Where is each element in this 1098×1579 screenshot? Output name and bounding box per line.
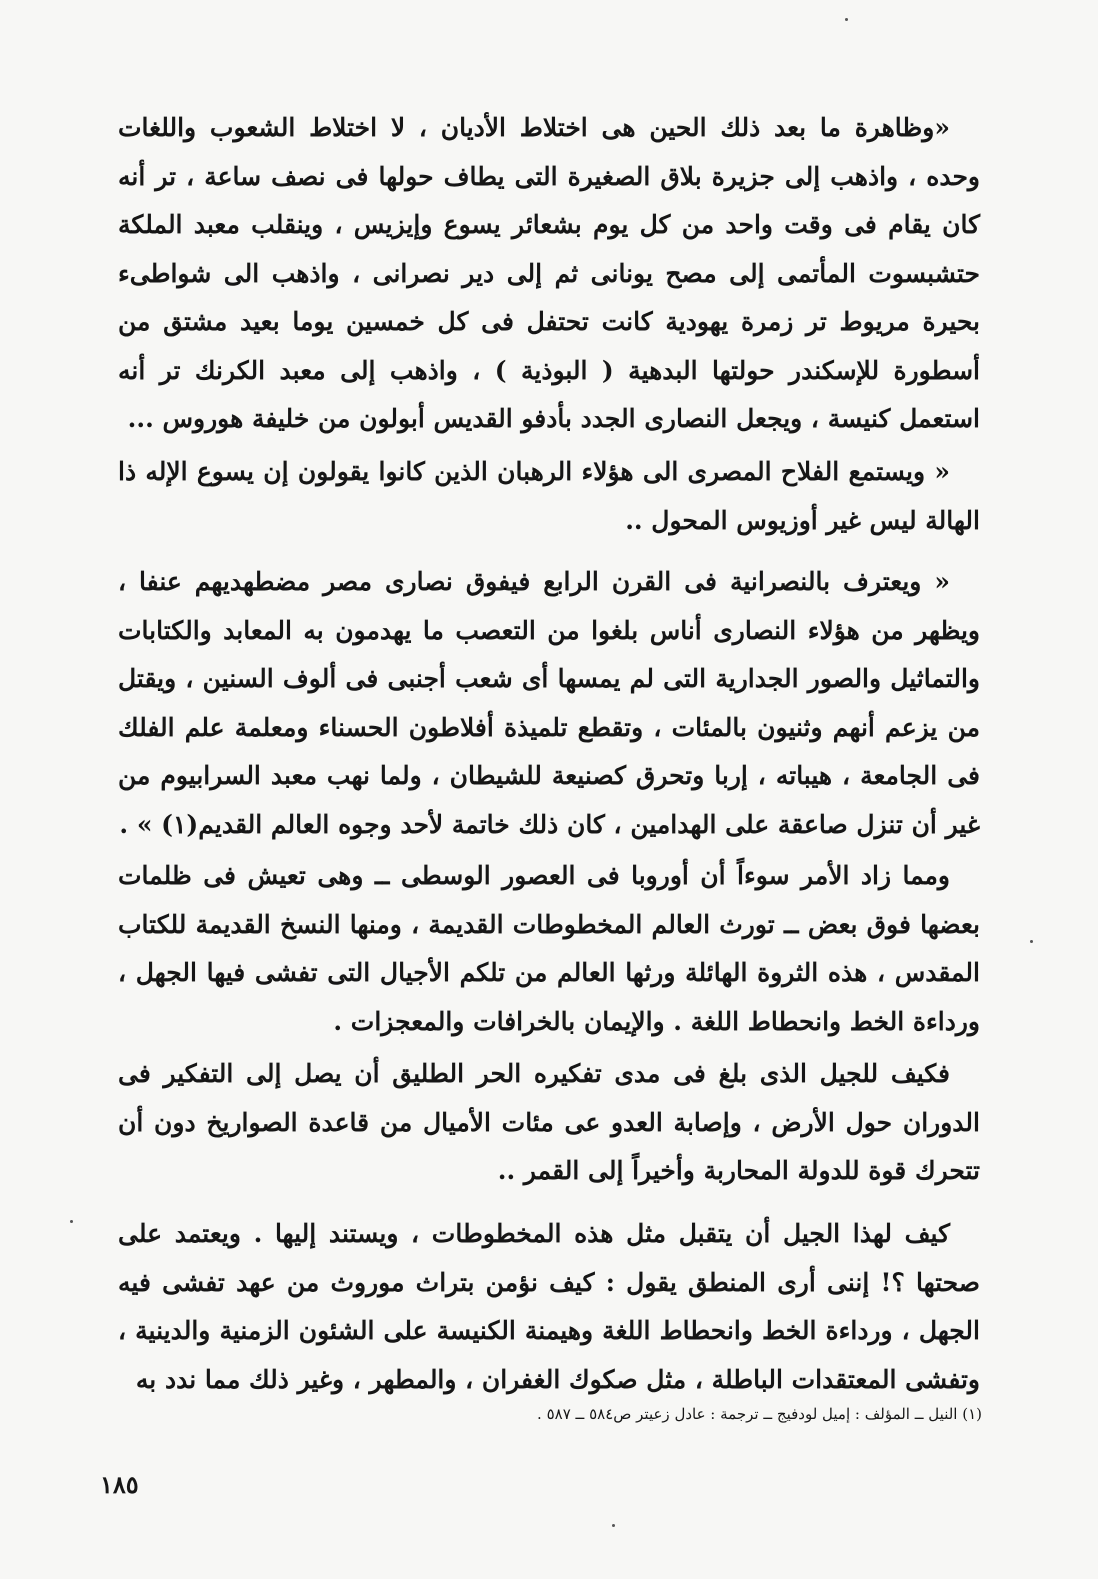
paragraph-5 xyxy=(118,1050,980,1196)
paragraph-text: « ويستمع الفلاح المصرى الى هؤلاء الرهبان الذين كانوا يقولون إن يسوع الإله ذا الهالة ليس غير أوزيوس المحول .. xyxy=(118,457,980,535)
paragraph-text: ومما زاد الأمر سوءاً أن أوروبا فى العصور الوسطى ــ وهى تعيش فى ظلمات بعضها فوق بعض ــ تورث العالم المخطوطات القديمة ، ومنها النسخ القديمة للكتاب المقدس ، هذه الثروة الهائلة ورثها العالم من تلكم الأجيال التى تفشى فيها الجهل ، ورداءة الخط وانحطاط اللغة . والإيمان بالخرافات والمعجزات . xyxy=(118,861,980,1036)
scan-speck xyxy=(70,1220,73,1223)
paragraph-6 xyxy=(118,1210,980,1404)
paragraph-text: كيف لهذا الجيل أن يتقبل مثل هذه المخطوطات ، ويستند إليها . ويعتمد على صحتها ؟! إننى أرى المنطق يقول : كيف نؤمن بتراث موروث من عهد تفشى فيه الجهل ، ورداءة الخط وانحطاط اللغة وهيمنة الكنيسة على الشئون الزمنية والدينية ، وتفشى المعتقدات الباطلة ، مثل صكوك الغفران ، والمطهر ، وغير ذلك مما ندد به xyxy=(118,1219,980,1394)
paragraph-3 xyxy=(118,558,980,849)
scan-speck xyxy=(845,18,848,21)
page-number: ١٨٥ xyxy=(100,1470,139,1499)
scan-speck xyxy=(1030,940,1033,943)
paragraph-1 xyxy=(118,104,980,444)
paragraph-text: « ويعترف بالنصرانية فى القرن الرابع فيفوق نصارى مصر مضطهديهم عنفا ، ويظهر من هؤلاء النصارى أناس بلغوا من التعصب ما يهدمون به المعابد والكتابات والتماثيل والصور الجدارية التى لم يمسها أى شعب أجنبى فى ألوف السنين ، ويقتل من يزعم أنهم وثنيون بالمئات ، وتقطع تلميذة أفلاطون الحسناء ومعلمة علم الفلك فى الجامعة ، هيباته ، إربا وتحرق كصنيعة للشيطان ، ولما نهب معبد السرابيوم من غير أن تنزل صاعقة على الهدامين ، كان ذلك خاتمة لأحد وجوه العالم القديم(١) » . xyxy=(118,567,980,839)
scan-speck xyxy=(612,1524,615,1527)
paragraph-2 xyxy=(118,448,980,545)
paragraph-text: «وظاهرة ما بعد ذلك الحين هى اختلاط الأديان ، لا اختلاط الشعوب واللغات وحده ، واذهب إلى جزيرة بلاق الصغيرة التى يطاف حولها فى نصف ساعة ، تر أنه كان يقام فى وقت واحد من كل يوم بشعائر يسوع وإيزيس ، وينقلب معبد الملكة حتشبسوت المأتمى إلى مصح يونانى ثم إلى دير نصرانى ، واذهب الى شواطىء بحيرة مريوط تر زمرة يهودية كانت تحتفل فى كل خمسين يوما بعيد مشتق من أسطورة للإسكندر حولتها البدهية ( البوذية ) ، واذهب إلى معبد الكرنك تر أنه استعمل كنيسة ، ويجعل النصارى الجدد بأدفو القديس أبولون من خليفة هوروس ... xyxy=(118,113,980,433)
paragraph-4 xyxy=(118,852,980,1046)
footnote: (١) النيل ــ المؤلف : إميل لودفيج ــ ترجمة : عادل زعيتر ص٥٨٤ ــ ٥٨٧ . xyxy=(537,1405,982,1423)
paragraph-text: فكيف للجيل الذى بلغ فى مدى تفكيره الحر الطليق أن يصل إلى التفكير فى الدوران حول الأرض ، وإصابة العدو عى مئات الأميال من قاعدة الصواريخ دون أن تتحرك قوة للدولة المحاربة وأخيراً إلى القمر .. xyxy=(118,1059,980,1185)
